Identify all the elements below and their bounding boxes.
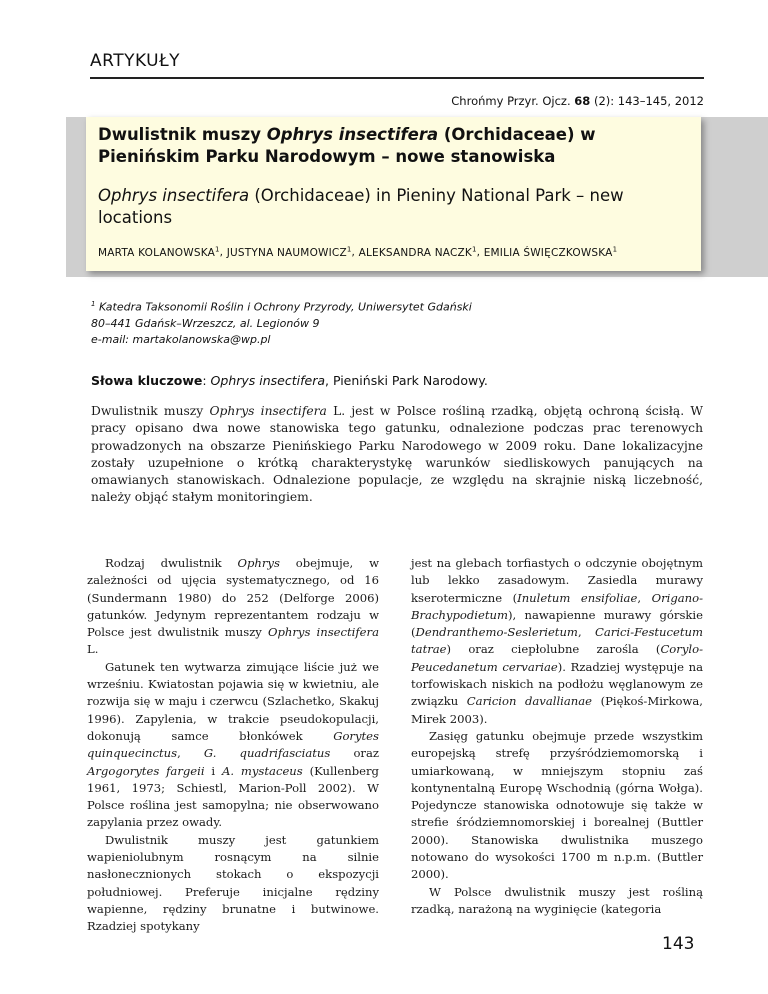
page-number: 143 [662,934,695,954]
paragraph: Gatunek ten wytwarza zimujące liście już we wrześniu. Kwiatostan pojawia się w kwietniu, ale rozwija się w maju i czerwcu (Szlachetko, Skakuj 1996). Zapylenia, w trakcie pseudokopulacji, dokonują samce błonkówek Gorytes quinquecinctus, G. quadrifasciatus oraz Argogorytes fargeii i A. mystaceus (Kullenberg 1961, 1973; Schiestl, Marion-Poll 2002). W Polsce roślina jest samopylna; nie obserwowano zapylania przez owady. [87,659,379,830]
paragraph: Dwulistnik muszy jest gatunkiem wapieniolubnym rosnącym na silnie nasłonecznionych stokach o ekspozycji południowej. Preferuje inicjalne rędziny wapienne, rędziny brunatne i butwinowe. Rzadziej spotykany [87,832,379,934]
author-list: MARTA KOLANOWSKA$^1$, JUSTYNA NAUMOWICZ$^1$, ALEKSANDRA NACZK$^1$, EMILIA ŚWIĘCZKOWSKA$^1$ [98,245,618,259]
abstract: Dwulistnik muszy Ophrys insectifera L. jest w Polsce rośliną rzadką, objętą ochroną ścisłą. W pracy opisano dwa nowe stanowiska tego gatunku, odnalezione podczas prac terenowych prowadzonych na obszarze Pienińskiego Parku Narodowego w 2009 roku. Dane lokalizacyjne zostały uzupełnione o krótką charakterystykę warunków siedliskowych panujących na omawianych stanowiskach. Odnalezione populacje, ze względu na skrajnie niską liczebność, należy objąć stałym monitoringiem. [91,404,703,505]
paragraph: W Polsce dwulistnik muszy jest rośliną rzadką, narażoną na wyginięcie (kategoria [411,884,703,916]
body-column-right [411,555,703,918]
section-rule [90,77,704,79]
body-column-left [87,555,379,936]
author: MARTA KOLANOWSKA$^1$ [98,245,220,259]
section-label: ARTYKUŁY [90,51,181,71]
title-english: Ophrys insectifera (Orchidaceae) in Pieniny National Park – new locations [98,186,624,227]
author: JUSTYNA NAUMOWICZ$^1$ [226,245,352,259]
paragraph: Rodzaj dwulistnik Ophrys obejmuje, w zależności od ujęcia systematycznego, od 16 (Sundermann 1980) do 252 (Delforge 2006) gatunków. Jedynym reprezentantem rodzaju w Polsce jest dwulistnik muszy Ophrys insectifera L. [87,556,379,657]
author: ALEKSANDRA NACZK$^1$ [358,245,477,259]
title-polish: Dwulistnik muszy Ophrys insectifera (Orchidaceae) w Pienińskim Parku Narodowym – nowe stanowiska [98,125,596,166]
paragraph: Zasięg gatunku obejmuje przede wszystkim europejską strefę przyśródziemomorską i umiarkowaną, w mniejszym stopniu zaś kontynentalną Europę Wschodnią (górna Wołga). Pojedyncze stanowiska odnotowuje się także w strefie śródziemnomorskiej i borealnej (Buttler 2000). Stanowiska dwulistnika muszego notowano do wysokości 1700 m n.p.m. (Buttler 2000). [411,728,703,882]
journal-citation: Chrońmy Przyr. Ojcz. 68 (2): 143–145, 2012 [451,94,704,108]
title-box [86,117,701,271]
affiliation: $^1$ Katedra Taksonomii Roślin i Ochrony Przyrody, Uniwersytet Gdański 80–441 Gdańsk–Wrzeszcz, al. Legionów 9 e-mail: martakolanowska@wp.pl [91,300,472,346]
keywords: Słowa kluczowe: Ophrys insectifera, Pieniński Park Narodowy. [91,373,488,388]
author: EMILIA ŚWIĘCZKOWSKA$^1$ [483,245,618,259]
paragraph: jest na glebach torfiastych o odczynie obojętnym lub lekko zasadowym. Zasiedla murawy kserotermiczne (Inuletum ensifoliae, Origano-Brachypodietum), nawapienne murawy górskie (Dendranthemo-Seslerietum, Carici-Festucetum tatrae) oraz ciepłolubne zarośla (Corylo-Peucedanetum cervariae). Rzadziej występuje na torfowiskach niskich na podłożu węglanowym ze związku Caricion davallianae (Piękoś-Mirkowa, Mirek 2003). [411,556,704,726]
